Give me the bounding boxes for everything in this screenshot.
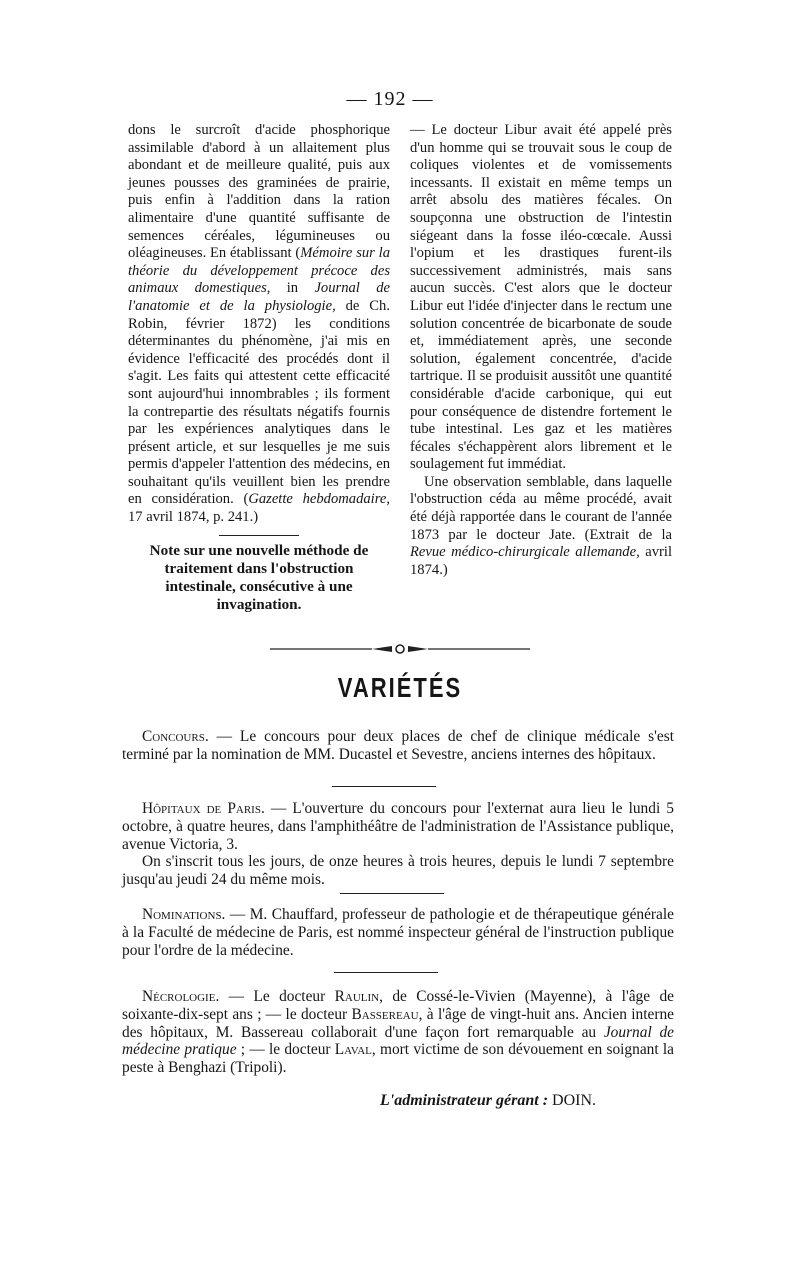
text-run: — Le concours pour deux places de chef de clinique médicale s'est terminé par la nomination de MM. Ducastel et Sevestre, anciens internes des hôpitaux. [122, 728, 674, 763]
text-run: 17 avril 1874, p. 241.) [128, 509, 259, 526]
news-paragraph [122, 728, 674, 764]
news-paragraph [122, 800, 674, 853]
news-nominations [122, 906, 674, 959]
italic-title: Journal de médecine pratique [122, 1023, 674, 1059]
person-name: Raulin [334, 988, 380, 1005]
italic-title: Mémoire sur la théorie du développement précoce des animaux domestiques, [128, 245, 390, 297]
news-paragraph [122, 988, 674, 1077]
ornamental-divider [270, 642, 530, 656]
text-run: de Ch. Robin, février 1872) les conditions déterminantes du phénomène, j'ai mis en évidence l'efficacité des procédés dont il s'agit. Les faits qui attestent cette efficacité sont aujourd'hui innombrables ; ils forment la contrepartie des résultats négatifs fournis par les expériences analytiques dans le présent article, et sur lesquelles je me suis permis d'appeler l'attention des médecins, en souhaitant qu'ils veuillent bien les prendre en considération. ( [128, 297, 390, 508]
text-run: , de Cossé-le-Vivien (Mayenne), à l'âge de soixante-dix-sept ans ; — le docteur [122, 988, 674, 1023]
note-title: Note sur une nouvelle méthode de traitement dans l'obstruction intestinale, consécutive à une invagination. [149, 541, 369, 613]
page-number: — 192 — [346, 88, 434, 110]
section-title: VARIÉTÉS [337, 672, 463, 704]
left-column [128, 122, 390, 614]
column-divider [219, 535, 299, 536]
text-run: avril 1874.) [410, 544, 672, 578]
signature-role: L'administrateur gérant : [380, 1092, 549, 1109]
text-run: , à l'âge de vingt-huit ans. Ancien interne des hôpitaux, M. Bassereau collaborait d'une façon fort remarquable au [122, 1005, 674, 1041]
person-name: Laval [334, 1041, 372, 1059]
italic-title: Gazette hebdomadaire, [248, 491, 391, 508]
right-column [410, 122, 672, 579]
italic-title: Journal de l'anatomie et de la physiologie, [128, 280, 390, 314]
right-paragraph-2 [410, 474, 672, 580]
news-label: Concours. [142, 728, 209, 745]
news-concours [122, 728, 674, 764]
italic-title: Revue médico-chirurgicale allemande, [410, 544, 640, 561]
news-paragraph [122, 906, 674, 959]
text-run: — M. Chauffard, professeur de pathologie et de thérapeutique générale à la Faculté de médecine de Paris, est nommé inspecteur général de l'instruction publique pour l'ordre de la médecine. [122, 906, 674, 959]
news-hopitaux [122, 800, 674, 889]
text-run: Une observation semblable, dans laquelle l'obstruction céda au même procédé, avait été déjà rapportée dans le courant de l'année 1873 par le docteur Jate. (Extrait de la [410, 473, 672, 543]
text-run: — Le docteur [219, 988, 335, 1005]
text-run: dons le surcroît d'acide phosphorique assimilable d'abord à un allaitement plus abondant et de meilleure qualité, puis aux jeunes pousses des graminées de prairie, puis enfin à l'addition dans la ration alimentaire d'une quantité suffisante de semences céréales, légumineuses ou oléagineuses. En établissant ( [128, 122, 390, 262]
text-run: in [270, 280, 315, 297]
news-label: Nécrologie. [142, 988, 220, 1005]
left-paragraph [128, 122, 390, 527]
news-divider [332, 786, 436, 787]
person-name: Bassereau [351, 1005, 419, 1023]
text-run: — L'ouverture du concours pour l'externat aura lieu le lundi 5 octobre, à quatre heures, dans l'amphithéâtre de l'administration de l'Assistance publique, avenue Victoria, 3. [122, 800, 674, 853]
signature [380, 1091, 680, 1111]
news-paragraph: On s'inscrit tous les jours, de onze heures à trois heures, depuis le lundi 7 septembre jusqu'au jeudi 24 du même mois. [122, 853, 674, 889]
news-label: Nominations. [142, 906, 226, 923]
text-run: , mort victime de son dévouement en soignant la peste à Benghazi (Tripoli). [122, 1041, 675, 1077]
news-label: Hôpitaux de Paris. [142, 800, 265, 817]
news-divider [334, 972, 438, 973]
text-run: ; — le docteur [236, 1041, 335, 1059]
news-divider [340, 893, 444, 894]
right-paragraph-1: — Le docteur Libur avait été appelé près d'un homme qui se trouvait sous le coup de coliques violentes et de vomissements incessants. Il existait en même temps un arrêt absolu des matières fécales. On soupçonna une obstruction de l'intestin siégeant dans la fosse iléo-cœcale. Aussi l'opium et les drastiques furent-ils successivement administrés, mais sans aucun succès. C'est alors que le docteur Libur eut l'idée d'injecter dans le rectum une solution concentrée de bicarbonate de soude et, immédiatement après, une seconde solution, également concentrée, d'acide tartrique. Il se produisit aussitôt une quantité considérable d'acide carbonique, qui eut pour conséquence de distendre fortement le tube intestinal. Les gaz et les matières fécales s'échappèrent alors librement et le soulagement fut immédiat. [410, 122, 672, 473]
news-necrologie [122, 988, 674, 1077]
signature-name: DOIN. [548, 1092, 597, 1109]
